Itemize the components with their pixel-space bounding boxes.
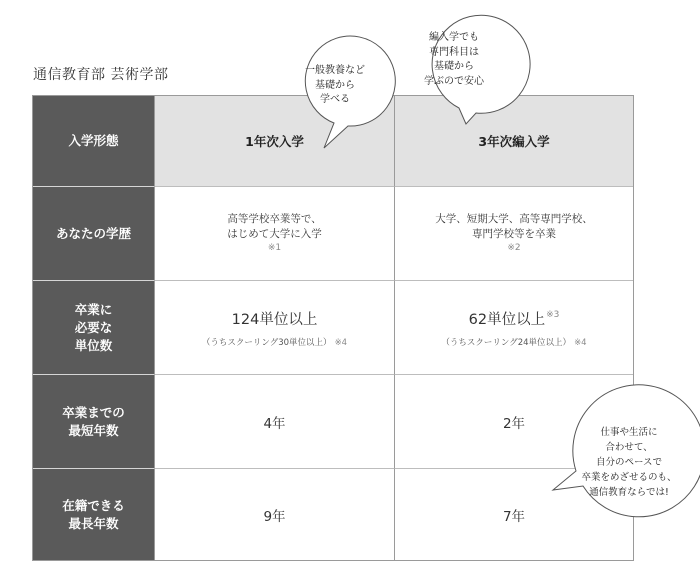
cell-background-third-year: 大学、短期大学、高等専門学校、 専門学校等を卒業 ※2 — [394, 187, 633, 281]
cell-credits-third-year: 62単位以上$^{※3}$ （うちスクーリング24単位以上） ※4 — [394, 281, 633, 375]
cell-min-years-first-year: 4年 — [154, 375, 394, 469]
row-label-admission-type: 入学形態 — [33, 96, 154, 187]
header-third-year-transfer: 3年次編入学 — [394, 96, 633, 187]
page-title: 通信教育部 芸術学部 — [33, 67, 169, 83]
row-label-background: あなたの学歴 — [33, 187, 154, 281]
speech-bubble-2: 編入学でも 専門科目は 基礎から 学ぶので安心 — [424, 32, 484, 87]
speech-bubble-1: 一般教養など 基礎から 学べる — [305, 65, 365, 105]
cell-min-years-third-year: 2年 — [394, 375, 633, 469]
row-label-credits: 卒業に 必要な 単位数 — [33, 281, 154, 375]
cell-credits-first-year: 124単位以上 （うちスクーリング30単位以上） ※4 — [154, 281, 394, 375]
row-label-max-years: 在籍できる 最長年数 — [33, 469, 154, 560]
cell-background-first-year: 高等学校卒業等で、 はじめて大学に入学 ※1 — [154, 187, 394, 281]
cell-max-years-first-year: 9年 — [154, 469, 394, 560]
speech-bubble-3: 仕事や生活に 合わせて、 自分のペースで 卒業をめざせるのも、 通信教育ならでは! — [581, 427, 677, 498]
cell-max-years-third-year: 7年 — [394, 469, 633, 560]
header-first-year: 1年次入学 — [154, 96, 394, 187]
row-label-min-years: 卒業までの 最短年数 — [33, 375, 154, 469]
